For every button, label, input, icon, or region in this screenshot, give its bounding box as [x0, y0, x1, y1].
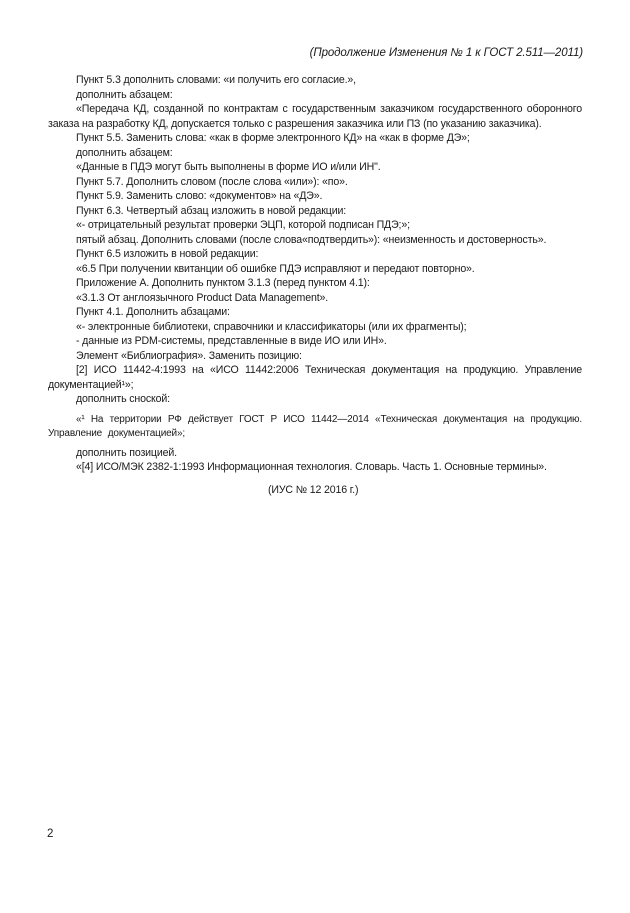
- paragraph: дополнить позицией.: [76, 446, 177, 459]
- amendment-text: [48, 73, 582, 497]
- paragraph: «Передача КД, созданной по контрактам с государственным заказчиком государственного оборонного заказа на разработку КД, допускается только с разрешения заказчика или ПЗ (по указанию заказчика).: [48, 103, 582, 130]
- paragraph: Пункт 5.7. Дополнить словом (после слова «или»): «по».: [76, 175, 348, 188]
- paragraph: «- электронные библиотеки, справочники и классификаторы (или их фрагменты);: [76, 320, 467, 333]
- paragraph: - данные из PDM-системы, представленные в виде ИО или ИН».: [76, 335, 387, 347]
- paragraph: Элемент «Библиография». Заменить позицию:: [76, 349, 302, 362]
- paragraph: Пункт 5.5. Заменить слова: «как в форме электронного КД» на «как в форме ДЭ»;: [76, 132, 470, 144]
- paragraph: «[4] ИСО/МЭК 2382-1:1993 Информационная технология. Словарь. Часть 1. Основные термины».: [76, 461, 547, 473]
- paragraph: пятый абзац. Дополнить словами (после слова«подтвердить»): «неизменность и достоверность».: [76, 233, 547, 246]
- paragraph: дополнить сноской:: [76, 393, 170, 405]
- paragraph: дополнить абзацем:: [76, 146, 173, 159]
- paragraph: Пункт 4.1. Дополнить абзацами:: [76, 306, 230, 318]
- paragraph: Пункт 6.3. Четвертый абзац изложить в новой редакции:: [76, 204, 347, 217]
- ius-reference: (ИУС № 12 2016 г.): [268, 483, 359, 496]
- paragraph: «3.1.3 От англоязычного Product Data Management».: [76, 291, 329, 304]
- paragraph: Пункт 6.5 изложить в новой редакции:: [76, 248, 259, 260]
- paragraph: Пункт 5.3 дополнить словами: «и получить его согласие.»,: [76, 74, 356, 86]
- paragraph: «Данные в ПДЭ могут быть выполнены в форме ИО и/или ИН".: [76, 161, 381, 173]
- paragraph: «- отрицательный результат проверки ЭЦП, которой подписан ПДЭ;»;: [76, 219, 410, 231]
- footnote: «¹ На территории РФ действует ГОСТ Р ИСО 11442—2014 «Техническая документация на продукцию. Управление документацией»;: [48, 413, 582, 439]
- continuation-header: (Продолжение Изменения № 1 к ГОСТ 2.511—2011): [309, 47, 583, 59]
- paragraph: дополнить абзацем:: [76, 88, 173, 101]
- paragraph: «6.5 При получении квитанции об ошибке ПДЭ исправляют и передают повторно».: [76, 262, 475, 275]
- paragraph: Приложение А. Дополнить пунктом 3.1.3 (перед пунктом 4.1):: [76, 277, 370, 289]
- page-number: 2: [47, 828, 54, 840]
- paragraph: [2] ИСО 11442-4:1993 на «ИСО 11442:2006 Техническая документация на продукцию. Управление документацией¹»;: [48, 364, 582, 391]
- paragraph: Пункт 5.9. Заменить слово: «документов» на «ДЭ».: [76, 190, 323, 202]
